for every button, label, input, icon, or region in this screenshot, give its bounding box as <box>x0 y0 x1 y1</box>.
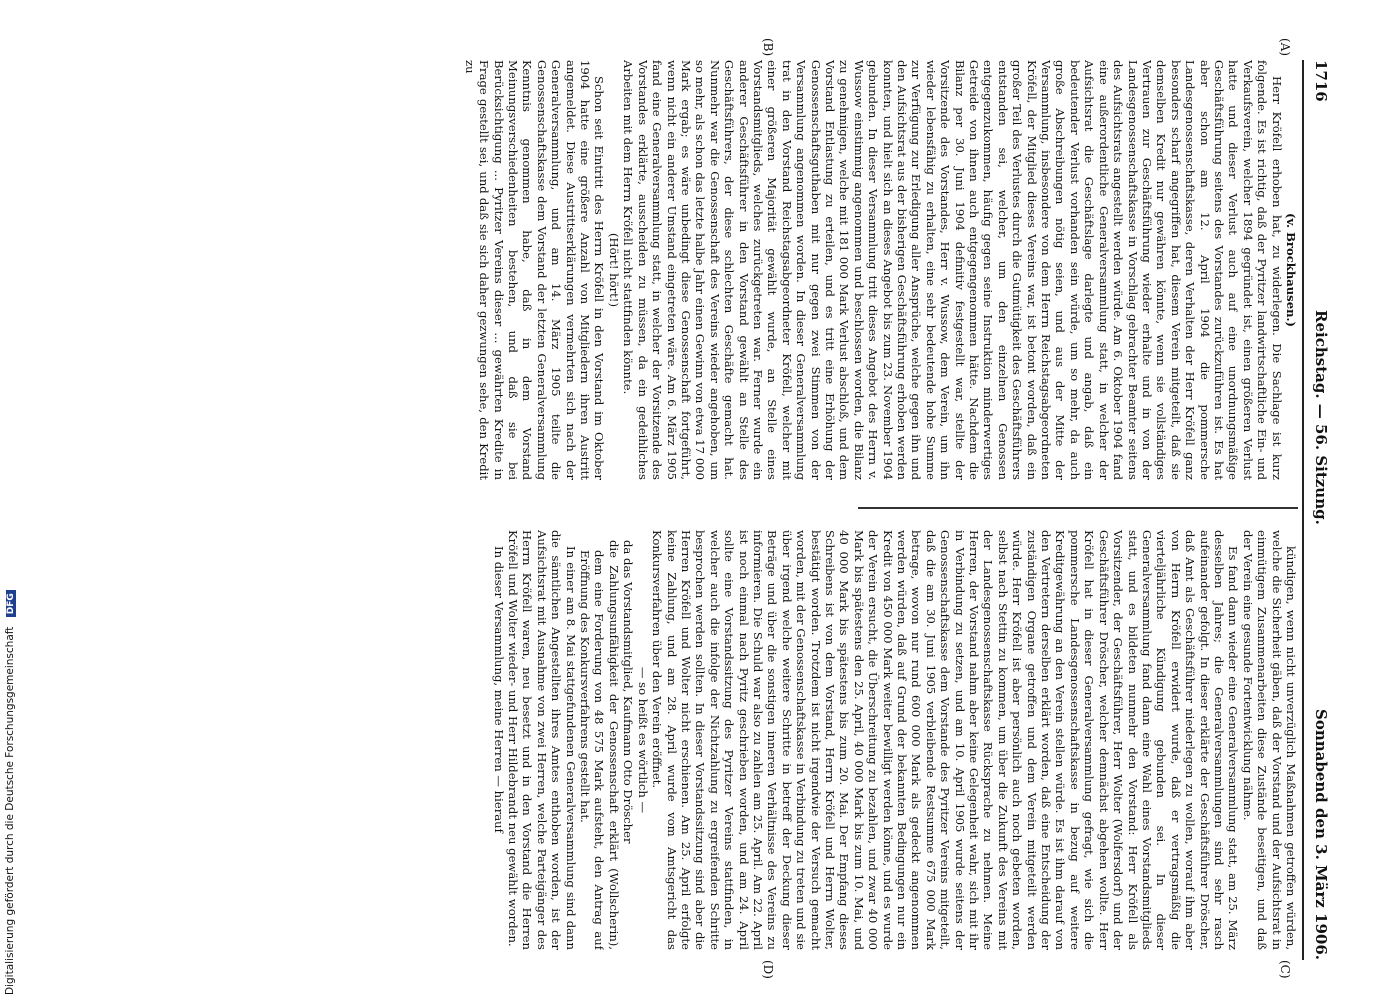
right-column <box>98 530 1298 950</box>
left-paragraph-1: Herr Kröfell erhoben hat, zu widerlegen. Die Sachlage ist kurz folgende. Es ist richtig, daß der Pyritzer landwirtschaftliche Ein- und Verkaufsverein, welcher 1894 gegründet ist, einen größeren Verlust hatte und dieser Verlust auch auf eine unordnungsmäßige Geschäftsführung seitens des Vorstandes zurückzuführen ist. Es hat aber schon am 12. April 1904 die pommersche Landesgenossenschaftskasse, deren Verhalten der Herr Kröfell ganz besonders scharf angegriffen hat, diesem Verein mitgeteilt, daß sie demselben Kredit nur gewähren könnte, wenn sie vollständiges Vertrauen zur Geschäftsführung wieder erhalte und in von der Landesgenossenschaftskasse in Vorschlag gebrachter Beamter seitens des Aufsichtsrats angestellt werden würde. Am 6. Oktober 1904 fand eine außerordentliche Generalversammlung statt, in welcher der Aufsichtsrat die Geschäftslage darlegte und angab, daß ein bedeutender Verlust vorhanden sein würde, um so mehr, da auch große Abschreibungen nötig seien, und aus der Mitte der Versammlung, insbesondere von dem Herrn Reichstagsabgeordneten Kröfell, der Mitglied dieses Vereins war, ist betont worden, daß ein großer Teil des Verlustes durch die Gutmütigkeit des Geschäftsführers entstanden sei, welcher, um den einzelnen Genossen entgegenzukommen, häufig gegen seine Instruktion minderwertiges Getreide von ihnen auch entgegengenommen hätte. Nachdem die Bilanz per 30. Juni 1904 definitiv festgestellt war, stellte der Vorsitzende des Vorstandes, Herr v. Wussow, dem Verein, um ihn wieder lebensfähig zu erhalten, eine sehr bedeutende hohe Summe zur Verfügung zur Erledigung aller Ansprüche, welche gegen ihn und den Aufsichtsrat aus der bisherigen Geschäftsführung erhoben werden konnten, und hielt sich an dieses Angebot bis zum 23. November 1904 gebunden. In dieser Versammlung tritt dieses Angebot des Herrn v. Wussow einstimmig angenommen und beschlossen worden, die Bilanz zu genehmigen, welche mit 181 000 Mark Verlust abschloß, und dem Vorstand Entlastung zu erteilen, und es tritt eine Erhöhung der Genossenschaftsguthaben mit nur gegen zwei Stimmen von der Versammlung angenommen worden. In dieser Generalversammlung trat in den Vorstand Reichstagsabgeordneter Kröfell, welcher mit einer größeren Majorität gewählt wurde, an Stelle eines Vorstandsmitglieds, welches zurückgetreten war. Ferner wurde ein anderer Geschäftsführer in den Vorstand gewählt an Stelle des Geschäftsführers, der diese schlechten Geschäfte gemacht hat. Nunmehr war die Genossenschaft des Vereins wieder angehoben, um so mehr, als schon das letzte halbe Jahr einen Gewinn von etwa 17 000 Mark ergab; es wäre unbedingt diese Genossenschaft fortgeführt, wenn nicht ein anderer Umstand eingetreten wäre. Am 6. März 1905 fand eine Generalversammlung statt, in welcher der Vorsitzende des Vorstandes erklärte, ausscheiden zu müssen, da ein gedeihliches Arbeiten mit dem Herrn Kröfell nicht stattfinden könnte. <box>621 60 1284 480</box>
right-paragraph-1: kündigen, wenn nicht unverzüglich Maßnahmen getroffen würden, welche die Sicherheit gäben, daß der Vorstand und der Aufsichtsrat in einmütigem Zusammenarbeiten diese Zustände beseitigen, und daß der Verein eine gesunde Fortentwicklung nähme. <box>1240 530 1298 950</box>
page-header <box>1306 60 1330 960</box>
right-quote-2: die Zahlungsunfähigkeit der Genossenschaft erklärt (Wollscherin), dem eine Forderung von 48 575 Mark aufsteht, den Antrag auf Eröffnung des Konkursverfahrens gestellt hat. <box>578 540 621 950</box>
column-separator <box>858 507 1298 509</box>
session-date: Sonnabend den 3. März 1906. <box>1312 709 1330 960</box>
left-paragraph-2: Schon seit Eintritt des Herrn Kröfell in den Vorstand im Oktober 1904 hatte eine größere Anzahl von Mitgliedern ihren Austritt angemeldet. Diese Austrittserklärungen vermehrten sich nach der Generalversammlung, und am 14. März 1905 teilte die Genossenschaftskasse dem Vorstand der letzten Generalversammlung Kenntnis genommen habe, daß in dem Vorstand Meinungsverschiedenheiten bestehen, und daß sie bei Berücksichtigung ... Pyritzer Vereins dieser ... gewährten Kredite in Frage gestellt sei, und daß sie sich daher gezwungen sehe, den Kredit zu <box>462 60 607 480</box>
speaker-name: (v. Brockhausen.) <box>1284 212 1298 328</box>
left-interjection: (Hört! hört!) <box>606 233 621 307</box>
right-paragraph-3: In einer am 8. Mai stattgefundenen Generalversammlung sind dann die sämtlichen Angestellten ihres Amtes enthoben worden, ist der Aufsichtsrat mit Ausnahme von zwei Herren, welche Parteigänger des Herrn Kröfell waren, neu besetzt und in den Vorstand die Herren Kröfell und Wolter wieder- und Herr Hildebrandt neu gewählt worden. <box>506 530 578 950</box>
right-paragraph-4: In dieser Versammlung, meine Herren — hierauf <box>491 546 506 833</box>
margin-mark-c: (C) <box>1278 960 1292 979</box>
right-paragraph-2: Es fand dann wieder eine Generalversammlung statt, am 25. März desselben Jahres; die Generalversammlungen sind sehr rasch aufeinander gefolgt. In dieser erklärte der Geschäftsführer Dröscher, daß Amt als Geschäftsführer niederlegen zu wollen, worauf ihm aber von Herrn Kröfell erwidert wurde, daß er vertragsmäßig die vierteljährliche Kündigung gebunden sei. In dieser Generalversammlung fand dann eine Wahl eines Vorstandsmitglieds statt, und es bildeten nunmehr den Vorstand: Herr Kröfell als Vorsitzender, der Geschäftsführer, Herr Wolter (Wolfersdorf) und der Geschäftsführer Dröscher, welcher demnächst abgehen wollte. Herr Kröfell hat in dieser Generalversammlung gefragt, wie sich die pommersche Landesgenossenschaftskasse in bezug auf weitere Kreditgewährung an den Verein stellen würde. Es ist ihm darauf von den Vertretern derselben erklärt worden, daß eine Entscheidung der zuständigen Organe getroffen und dem Verein mitgeteilt werden würde. Herr Kröfell ist aber persönlich auch noch gebeten worden, selbst nach Stettin zu kommen, um über die Zukunft des Vereins mit der Landesgenossenschaftskasse Rücksprache zu nehmen. Meine Herren, der Vorstand nahm aber keine Gelegenheit wahr, sich mit ihr in Verbindung zu setzen, und am 10. April 1905 wurde seitens der Genossenschaftskasse dem Vorstande des Pyritzer Vereins mitgeteilt, daß die am 30. Juni 1905 verbleibende Restsumme 675 000 Mark betrage, wovon nur rund 600 000 Mark als gedeckt angenommen werden würden, daß auf Grund der bekannten Bedingungen nur ein Kredit von 450 000 Mark weiter bewilligt werden könne, und es wurde der Verein ersucht, die Überschreitung zu bezahlen, und zwar 40 000 Mark bis spätestens den 25. April, 40 000 Mark bis zum 10. Mai, und 40 000 Mark bis spätestens bis zum 20. Mai. Der Empfang dieses Schreibens ist von dem Vorstand, Herrn Kröfell und Herrn Wolter, bestätigt worden. Trotzdem ist nicht irgendwie der Versuch gemacht worden, mit der Genossenschaftskasse in Verbindung zu treten und sie über irgend welche weitere Schritte in betreff der Deckung dieser Beträge und über die sonstigen inneren Verhältnisse des Vereins zu informieren. Die Schuld war also zu zahlen am 25. April. Am 22. April ist noch einmal nach Pyritz geschrieben worden, und am 24. April sollte eine Vorstandssitzung des Pyritzer Vereins stattfinden, in welcher auch die infolge der Nichtzahlung zu ergreifenden Schritte besprochen werden sollten. In dieser Vorstandssitzung sind aber die Herren Kröfell und Wolter nicht erschienen. Am 25. April erfolgte keine Zahlung, und am 28. April wurde vom Amtsgericht das Konkursverfahren über den Verein eröffnet. <box>650 530 1241 950</box>
rotated-page-content <box>70 38 1330 979</box>
margin-mark-d: (D) <box>761 960 775 979</box>
margin-mark-a: (A) <box>1278 38 1292 57</box>
dfg-logo: DFG <box>6 590 16 617</box>
credit-text: Digitalisierung gefördert durch die Deutsche Forschungsgemeinschaft <box>4 626 16 995</box>
right-interjection: — so heißt es wörtlich — <box>635 666 650 814</box>
digitization-credit <box>4 15 16 995</box>
margin-mark-b: (B) <box>761 38 775 57</box>
session-title: Reichstag. — 56. Sitzung. <box>1312 310 1330 525</box>
page-number: 1716 <box>1312 60 1330 102</box>
header-rule <box>1303 60 1305 960</box>
left-column <box>98 60 1298 480</box>
right-quote-1: da das Vorstandsmitglied, Kaufmann Otto Dröscher <box>621 540 636 844</box>
